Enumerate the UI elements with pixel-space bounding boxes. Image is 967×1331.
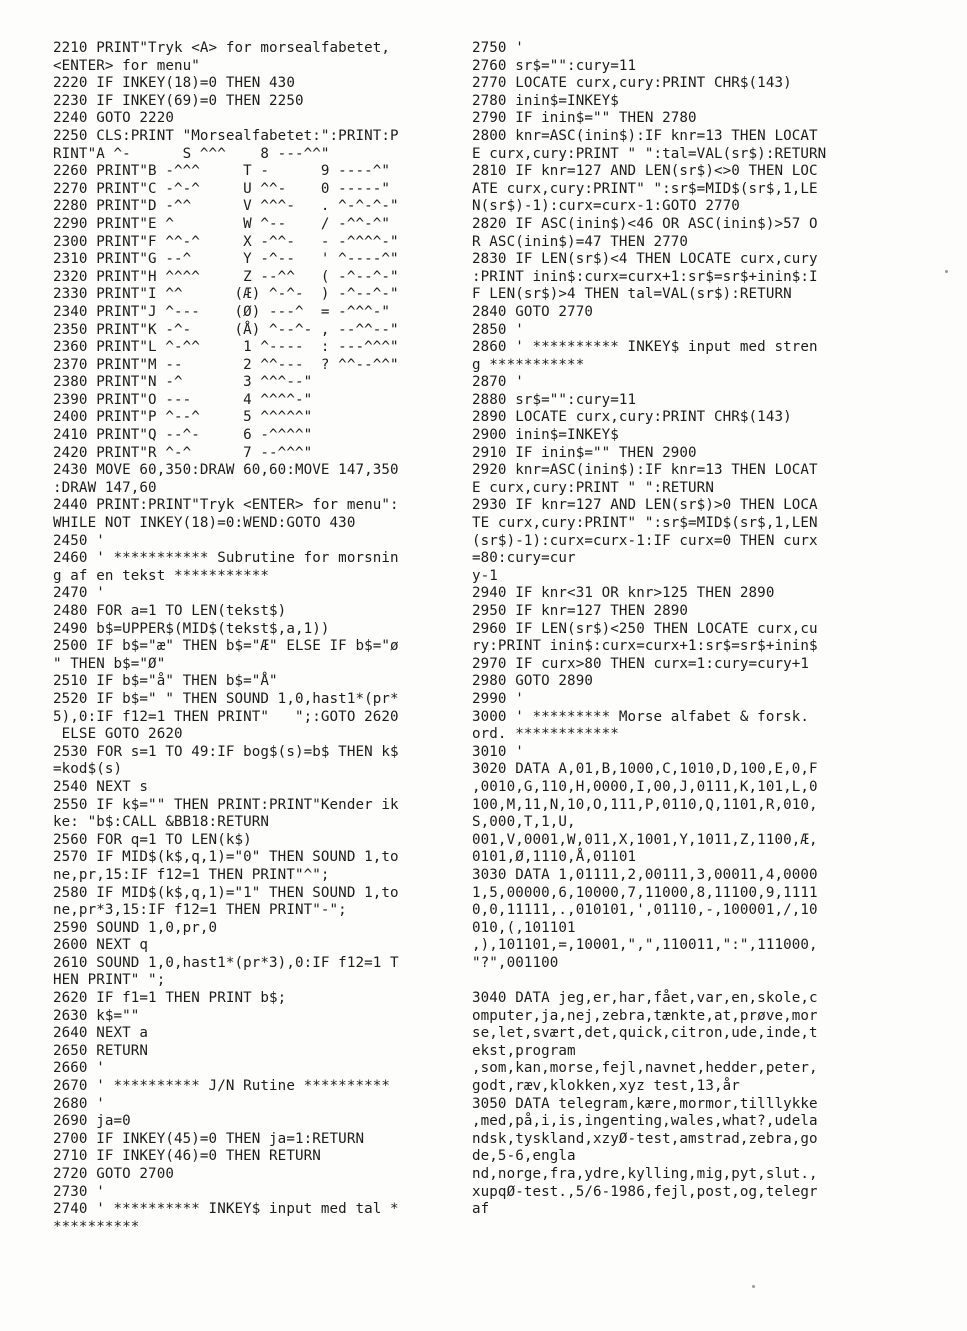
code-line: 010,(,101101: [472, 919, 576, 936]
code-line: g ***********: [472, 356, 585, 373]
code-line: 2520 IF b$=" " THEN SOUND 1,0,hast1*(pr*: [53, 690, 399, 707]
code-line: 2790 IF inin$="" THEN 2780: [472, 110, 697, 127]
code-line: E curx,cury:PRINT " ":RETURN: [472, 479, 714, 496]
code-line: ,som,kan,morse,fejl,navnet,hedder,peter,: [472, 1060, 818, 1077]
code-line: ry:PRINT inin$:curx=curx+1:sr$=sr$+inin$: [472, 638, 818, 655]
code-line: 001,V,0001,W,011,X,1001,Y,1011,Z,1100,Æ,: [472, 831, 818, 848]
code-line: 2260 PRINT"B -^^^ T - 9 ----^": [53, 163, 391, 180]
code-line: 2560 FOR q=1 TO LEN(k$): [53, 831, 252, 848]
code-line: 2250 CLS:PRINT "Morsealfabetet:":PRINT:P: [53, 127, 399, 144]
code-line: y-1: [472, 567, 498, 584]
code-line: HEN PRINT" ";: [53, 972, 166, 989]
code-line: 2690 ja=0: [53, 1113, 131, 1130]
code-line: nd,norge,fra,ydre,kylling,mig,pyt,slut.,: [472, 1166, 818, 1182]
code-line: 2930 IF knr=127 AND LEN(sr$)>0 THEN LOCA: [472, 497, 818, 514]
code-line: se,let,svært,det,quick,citron,ude,inde,t: [472, 1025, 818, 1042]
code-line: 100,M,11,N,10,O,111,P,0110,Q,1101,R,010,: [472, 796, 818, 813]
code-line: 2830 IF LEN(sr$)<4 THEN LOCATE curx,cury: [472, 251, 818, 268]
code-line: 2870 ': [472, 374, 524, 391]
code-line: 0,0,11111,.,010101,',01110,-,100001,/,10: [472, 902, 818, 919]
code-line: ndsk,tyskland,xzyØ-test,amstrad,zebra,go: [472, 1130, 818, 1147]
code-line: 2980 GOTO 2890: [472, 673, 593, 690]
code-line: 2970 IF curx>80 THEN curx=1:cury=cury+1: [472, 655, 810, 672]
code-line: 2940 IF knr<31 OR knr>125 THEN 2890: [472, 585, 775, 602]
code-line: 2780 inin$=INKEY$: [472, 92, 619, 109]
code-line: 2450 ': [53, 532, 105, 549]
code-line: 2700 IF INKEY(45)=0 THEN ja=1:RETURN: [53, 1130, 365, 1147]
code-line: 5),0:IF f12=1 THEN PRINT" ";:GOTO 2620: [53, 708, 399, 725]
code-line: " THEN b$="Ø": [53, 655, 166, 672]
code-line: 2280 PRINT"D -^^ V ^^^- . ^-^-^-": [53, 198, 399, 215]
code-line: N(sr$)-1):curx=curx-1:GOTO 2770: [472, 198, 740, 215]
code-line: 3030 DATA 1,01111,2,00111,3,00011,4,0000: [472, 866, 818, 883]
code-line: 2420 PRINT"R ^-^ 7 --^^^": [53, 444, 313, 461]
code-line: 2230 IF INKEY(69)=0 THEN 2250: [53, 92, 304, 109]
code-line: :DRAW 147,60: [53, 479, 157, 496]
code-line: 2380 PRINT"N -^ 3 ^^^--": [53, 374, 313, 391]
code-line: =kod$(s): [53, 761, 123, 778]
code-line: 2710 IF INKEY(46)=0 THEN RETURN: [53, 1148, 321, 1165]
code-line: 2900 inin$=INKEY$: [472, 427, 619, 444]
code-line: ke: "b$:CALL &BB18:RETURN: [53, 814, 270, 831]
code-line: 2820 IF ASC(inin$)<46 OR ASC(inin$)>57 O: [472, 215, 818, 232]
code-line: [472, 972, 892, 990]
code-line: 2750 ': [472, 40, 524, 56]
code-line: 3020 DATA A,01,B,1000,C,1010,D,100,E,0,F: [472, 761, 818, 778]
code-line: 0101,Ø,1110,Å,01101: [472, 849, 637, 866]
code-line: omputer,ja,nej,zebra,tænkte,at,prøve,mor: [472, 1007, 818, 1024]
code-line: 2460 ' *********** Subrutine for morsnin: [53, 550, 399, 567]
code-line: 2670 ' ********** J/N Rutine **********: [53, 1078, 391, 1095]
code-line: ,),101101,=,10001,",",110011,":",111000,: [472, 937, 818, 954]
code-line: ne,pr,15:IF f12=1 THEN PRINT"^";: [53, 866, 330, 883]
code-line: 2310 PRINT"G --^ Y -^-- ' ^----^": [53, 251, 399, 268]
code-line: 2600 NEXT q: [53, 937, 149, 954]
code-line: 2210 PRINT"Tryk <A> for morsealfabetet,: [53, 40, 391, 56]
code-line: 3040 DATA jeg,er,har,fået,var,en,skole,c: [472, 990, 818, 1007]
code-line: 2510 IF b$="å" THEN b$="Å": [53, 673, 278, 690]
code-line: 2220 IF INKEY(18)=0 THEN 430: [53, 75, 295, 92]
code-line: WHILE NOT INKEY(18)=0:WEND:GOTO 430: [53, 515, 356, 532]
paper-speck: [945, 270, 948, 273]
code-line: 2990 ': [472, 690, 524, 707]
code-line: 2390 PRINT"O --- 4 ^^^^-": [53, 391, 313, 408]
code-line: 2840 GOTO 2770: [472, 303, 593, 320]
code-line: TE curx,cury:PRINT" ":sr$=MID$(sr$,1,LEN: [472, 515, 818, 532]
code-line: ,med,på,i,is,ingenting,wales,what?,udela: [472, 1113, 818, 1130]
code-line: g af en tekst ***********: [53, 567, 270, 584]
code-line: ekst,program: [472, 1042, 576, 1059]
right-code-column: [472, 40, 892, 1219]
code-line: 2960 IF LEN(sr$)<250 THEN LOCATE curx,cu: [472, 620, 818, 637]
code-line: =80:cury=cur: [472, 550, 576, 567]
code-line: 2610 SOUND 1,0,hast1*(pr*3),0:IF f12=1 T: [53, 954, 399, 971]
code-line: :PRINT inin$:curx=curx+1:sr$=sr$+inin$:I: [472, 268, 818, 285]
code-line: **********: [53, 1218, 140, 1235]
code-line: 2860 ' ********** INKEY$ input med stren: [472, 339, 818, 356]
code-line: 2480 FOR a=1 TO LEN(tekst$): [53, 603, 287, 619]
code-line: 2370 PRINT"M -- 2 ^^--- ? ^^--^^": [53, 356, 399, 373]
code-line: 2590 SOUND 1,0,pr,0: [53, 919, 218, 936]
code-line: 2550 IF k$="" THEN PRINT:PRINT"Kender ik: [53, 796, 399, 813]
code-line: 2270 PRINT"C -^-^ U ^^- 0 -----": [53, 180, 391, 197]
code-line: ELSE GOTO 2620: [53, 726, 183, 743]
code-line: ne,pr*3,15:IF f12=1 THEN PRINT"-";: [53, 902, 347, 919]
code-line: 2440 PRINT:PRINT"Tryk <ENTER> for menu":: [53, 497, 399, 514]
code-line: 2570 IF MID$(k$,q,1)="0" THEN SOUND 1,to: [53, 849, 399, 866]
code-line: 1,5,00000,6,10000,7,11000,8,11100,9,1111: [472, 884, 818, 901]
code-line: ,0010,G,110,H,0000,I,00,J,0111,K,101,L,0: [472, 778, 818, 795]
paper-speck: [752, 1285, 755, 1288]
code-line: 2330 PRINT"I ^^ (Æ) ^-^- ) -^--^-": [53, 286, 399, 303]
code-line: af: [472, 1201, 490, 1218]
code-line: 2650 RETURN: [53, 1042, 149, 1059]
code-line: 2400 PRINT"P ^--^ 5 ^^^^^": [53, 409, 313, 426]
code-line: 2290 PRINT"E ^ W ^-- / -^^-^": [53, 215, 391, 232]
code-line: 2490 b$=UPPER$(MID$(tekst$,a,1)): [53, 620, 330, 637]
code-line: RINT"A ^- S ^^^ 8 ---^^": [53, 145, 330, 162]
code-line: R ASC(inin$)=47 THEN 2770: [472, 233, 689, 250]
code-line: 2760 sr$="":cury=11: [472, 57, 637, 74]
code-line: 2720 GOTO 2700: [53, 1166, 174, 1182]
code-line: (sr$)-1):curx=curx-1:IF curx=0 THEN curx: [472, 532, 818, 549]
code-line: 2500 IF b$="æ" THEN b$="Æ" ELSE IF b$="ø: [53, 638, 399, 655]
code-line: 2320 PRINT"H ^^^^ Z --^^ ( -^--^-": [53, 268, 399, 285]
code-line: 2640 NEXT a: [53, 1025, 149, 1042]
code-line: 2630 k$="": [53, 1007, 140, 1024]
code-line: 2530 FOR s=1 TO 49:IF bog$(s)=b$ THEN k$: [53, 743, 399, 760]
code-line: 2540 NEXT s: [53, 778, 149, 795]
code-line: 2890 LOCATE curx,cury:PRINT CHR$(143): [472, 409, 792, 426]
code-line: 2950 IF knr=127 THEN 2890: [472, 603, 689, 619]
code-line: 2920 knr=ASC(inin$):IF knr=13 THEN LOCAT: [472, 462, 818, 479]
code-line: 2430 MOVE 60,350:DRAW 60,60:MOVE 147,350: [53, 462, 399, 479]
code-line: ATE curx,cury:PRINT" ":sr$=MID$(sr$,1,LE: [472, 180, 818, 197]
code-line: 2410 PRINT"Q --^- 6 -^^^^": [53, 427, 313, 444]
code-line: 2770 LOCATE curx,cury:PRINT CHR$(143): [472, 75, 792, 92]
code-line: 2340 PRINT"J ^--- (Ø) ---^ = -^^^-": [53, 303, 391, 320]
code-line: 2580 IF MID$(k$,q,1)="1" THEN SOUND 1,to: [53, 884, 399, 901]
code-line: 2240 GOTO 2220: [53, 110, 174, 127]
code-line: E curx,cury:PRINT " ":tal=VAL(sr$):RETURN: [472, 145, 827, 162]
code-line: "?",001100: [472, 954, 559, 971]
code-line: ord. ************: [472, 726, 619, 743]
code-line: 2850 ': [472, 321, 524, 338]
code-line: 2880 sr$="":cury=11: [472, 391, 637, 408]
code-line: 2810 IF knr=127 AND LEN(sr$)<>0 THEN LOC: [472, 163, 818, 180]
code-line: 2740 ' ********** INKEY$ input med tal *: [53, 1201, 399, 1218]
code-line: 2680 ': [53, 1095, 105, 1112]
code-line: 2660 ': [53, 1060, 105, 1077]
code-line: 2800 knr=ASC(inin$):IF knr=13 THEN LOCAT: [472, 127, 818, 144]
left-code-column: [53, 40, 471, 1236]
code-line: S,000,T,1,U,: [472, 814, 576, 831]
code-line: F LEN(sr$)>4 THEN tal=VAL(sr$):RETURN: [472, 286, 792, 303]
code-line: 2730 ': [53, 1183, 105, 1200]
code-line: <ENTER> for menu": [53, 57, 200, 74]
code-line: 2910 IF inin$="" THEN 2900: [472, 444, 697, 461]
code-line: 3010 ': [472, 743, 524, 760]
code-line: xupqØ-test.,5/6-1986,fejl,post,og,telegr: [472, 1183, 818, 1200]
code-line: de,5-6,engla: [472, 1148, 576, 1165]
code-line: 2350 PRINT"K -^- (Å) ^--^- , --^^--": [53, 321, 399, 338]
code-line: 3000 ' ********* Morse alfabet & forsk.: [472, 708, 810, 725]
code-line: 2620 IF f1=1 THEN PRINT b$;: [53, 990, 287, 1007]
code-line: 3050 DATA telegram,kære,mormor,tilllykke: [472, 1095, 818, 1112]
code-line: 2300 PRINT"F ^^-^ X -^^- - -^^^^-": [53, 233, 399, 250]
code-line: godt,ræv,klokken,xyz test,13,år: [472, 1078, 740, 1095]
code-line: 2470 ': [53, 585, 105, 602]
code-line: 2360 PRINT"L ^-^^ 1 ^---- : ---^^^": [53, 339, 399, 356]
